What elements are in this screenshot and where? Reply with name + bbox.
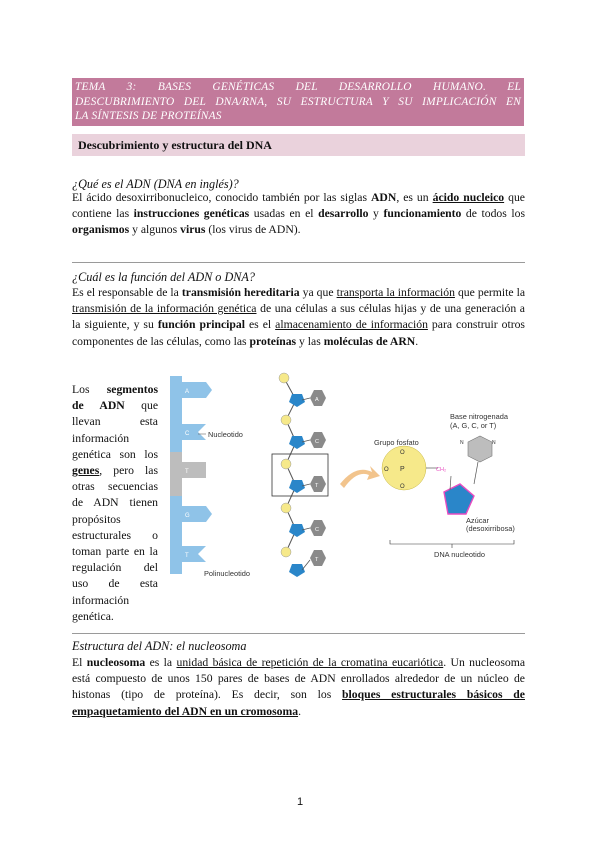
paragraph-dna-segments: Los segmentos de ADN que llevan esta información genética son los genes, pero las otras secuencias de ADN tienen propósitos estructurales o toman parte en la regulación del uso de esta información genética. [72, 383, 158, 623]
strand-base-letter: G [185, 513, 190, 519]
heading-nucleosome: Estructura del ADN: el nucleosoma [72, 639, 247, 653]
strand-base-letter: C [185, 431, 190, 437]
strand-base-letter: A [185, 389, 190, 395]
svg-text:N: N [460, 440, 464, 446]
svg-text:O: O [400, 450, 405, 456]
dna-structure-diagram [168, 372, 528, 578]
polynucleotide-strand [170, 376, 212, 574]
helix-base-letter: C [315, 527, 319, 533]
label-grupo-fosfato: Grupo fosfato [374, 438, 419, 447]
helix-base-letter: T [315, 483, 319, 489]
label-nucleotido: Nucleotido [208, 430, 243, 439]
divider [72, 262, 525, 263]
helix-base-letter: A [315, 397, 319, 403]
chapter-title-line-1: TEMA 3: BASES GENÉTICAS DEL DESARROLLO HUMANO. EL [75, 81, 521, 93]
question-what-is-dna: ¿Qué es el ADN (DNA en inglés)? [72, 177, 239, 191]
zoom-arrow [340, 466, 380, 488]
helix-base-letter: T [315, 557, 319, 563]
svg-text:P: P [400, 466, 405, 473]
dna-diagram-graphic [168, 372, 528, 578]
page-number: 1 [296, 796, 304, 808]
svg-text:O: O [400, 484, 405, 490]
label-base-nitrogenada: Base nitrogenada [450, 412, 508, 421]
svg-text:CH₂: CH₂ [436, 467, 447, 473]
nucleotide-chain [272, 373, 328, 577]
question-dna-function: ¿Cuál es la función del ADN o DNA? [72, 270, 255, 284]
strand-base-letter: T [185, 553, 189, 559]
paragraph-nucleosome: El nucleosoma es la unidad básica de repetición de la cromatina eucariótica. Un nucleosoma está compuesto de unos 150 pares de bases de ADN enrollados alrededor de un núcleo de histonas (tipo de proteína). Es decir, son los bloques estructurales básicos de empaquetamiento del ADN en un cromosoma. [72, 656, 526, 718]
label-bases: (A, G, C, or T) [450, 421, 497, 430]
strand-base-letter: T [185, 469, 189, 475]
label-polinucleotido: Polinucleotido [204, 569, 251, 578]
chapter-title-line-3: LA SÍNTESIS DE PROTEÍNAS [75, 110, 222, 123]
paragraph-dna-function: Es el responsable de la transmisión hereditaria ya que transporta la información que permite la transmisión de la información genética de una células a sus células hijas y de una generación a la siguiente, y su función principal es el almacenamiento de información para construir otros componentes de las células, como las proteínas y las moléculas de ARN. [72, 286, 526, 348]
label-azucar: Azúcar [466, 516, 490, 525]
helix-base-letter: C [315, 439, 319, 445]
chapter-title [72, 78, 524, 126]
paragraph-what-is-dna: El ácido desoxirribonucleico, conocido también por las siglas ADN, es un ácido nucleico que contiene las instrucciones genéticas usadas en el desarrollo y funcionamiento de todos los organismos y algunos virus (los virus de ADN). [72, 191, 526, 237]
chapter-title-line-2: DESCUBRIMIENTO DEL DNA/RNA, SU ESTRUCTURA Y SU IMPLICACIÓN EN [75, 95, 521, 108]
section-heading: Descubrimiento y estructura del DNA [72, 134, 525, 156]
svg-text:O: O [384, 467, 389, 473]
divider [72, 633, 525, 634]
label-desoxirribosa: (desoxirribosa) [466, 524, 515, 533]
label-dna-nucleotido: DNA nucleotido [434, 550, 485, 559]
svg-text:N: N [492, 440, 496, 446]
